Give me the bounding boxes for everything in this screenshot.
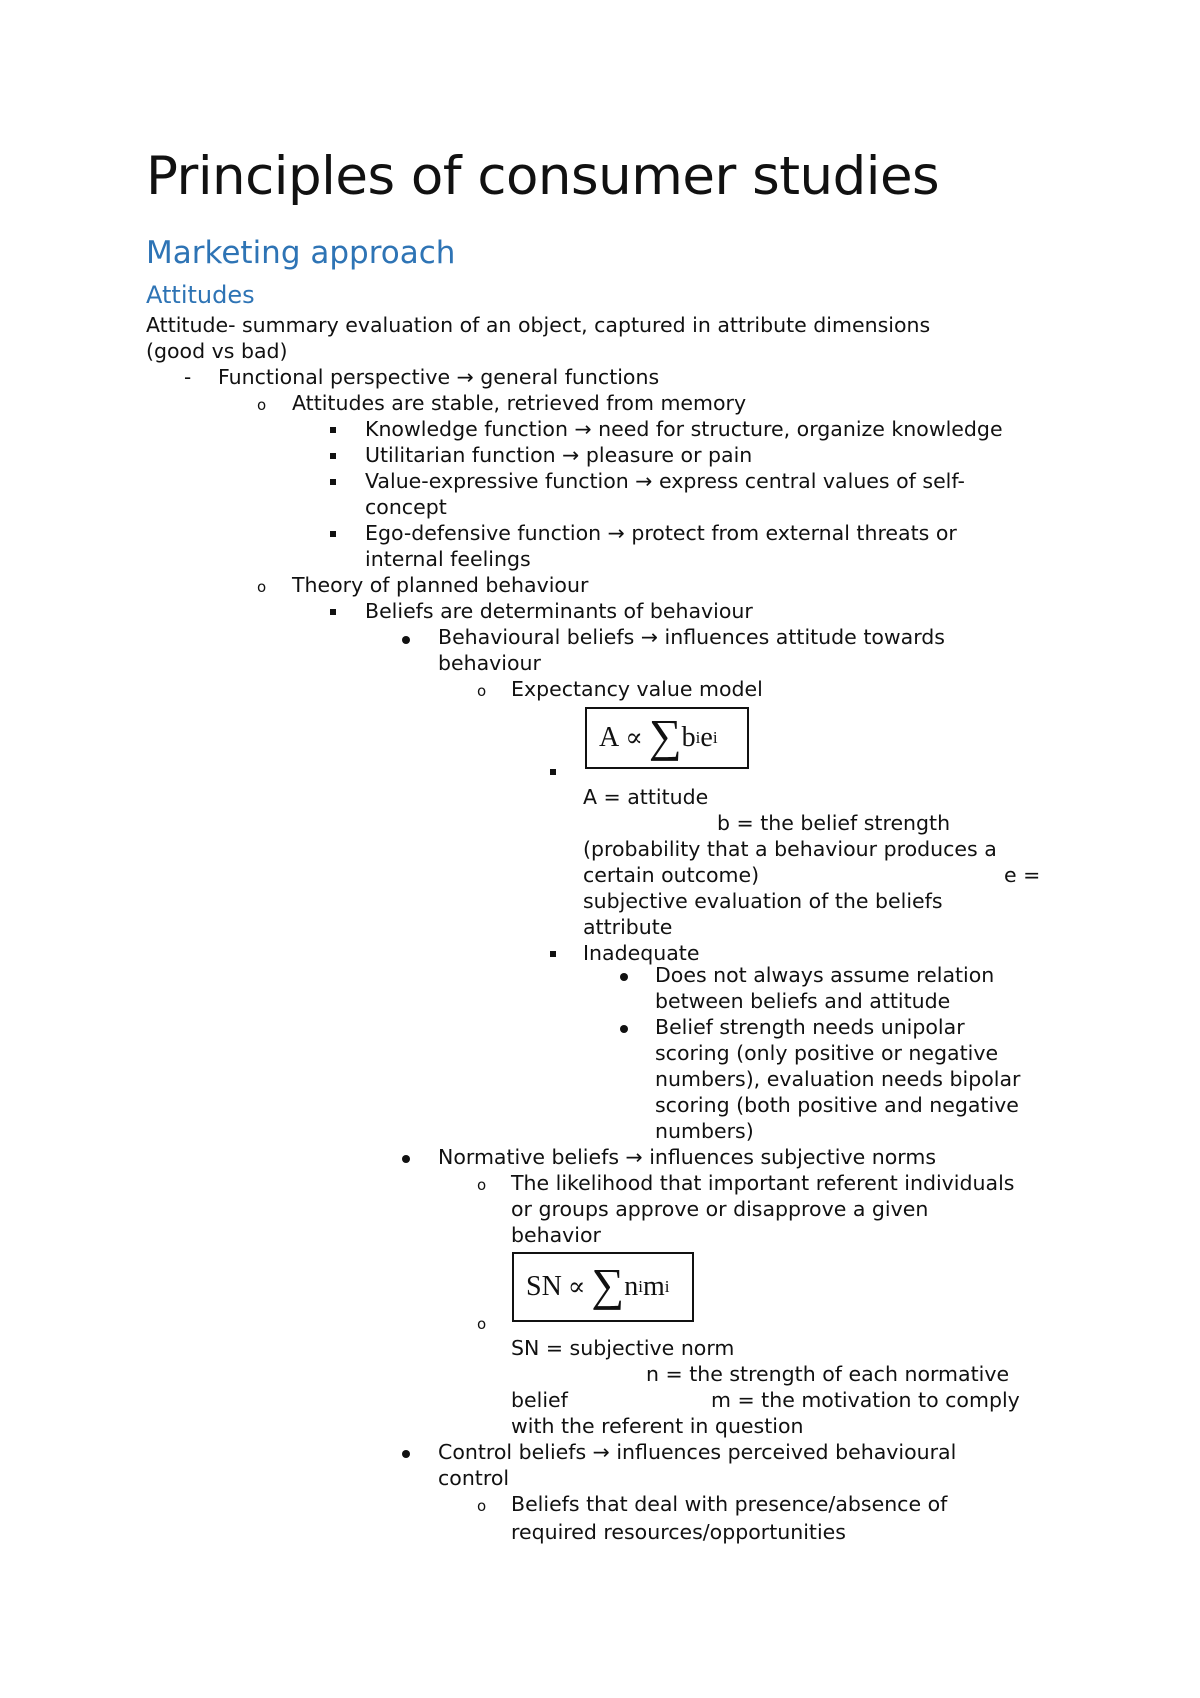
a-desc-e: e =	[1004, 863, 1041, 887]
functional-perspective: Functional perspective → general functions	[218, 365, 660, 389]
formula-sub: i	[712, 728, 718, 747]
intro-line-1: Attitude- summary evaluation of an object, captured in attribute dimensions	[146, 313, 931, 337]
round-bullet	[620, 973, 628, 981]
control-beliefs-cont: control	[438, 1466, 510, 1490]
value-expressive-cont: concept	[365, 495, 447, 519]
expectancy-value-model: Expectancy value model	[511, 677, 763, 701]
formula-sub: i	[664, 1277, 670, 1296]
round-bullet	[402, 1155, 410, 1163]
inadequate-item-2-cont4: numbers)	[655, 1119, 754, 1143]
knowledge-function: Knowledge function → need for structure, organize knowledge	[365, 417, 1003, 441]
square-bullet	[330, 531, 336, 537]
circle-bullet: o	[257, 396, 267, 414]
attitudes-stable: Attitudes are stable, retrieved from memory	[292, 391, 747, 415]
page-title: Principles of consumer studies	[146, 146, 940, 207]
circle-bullet: o	[257, 578, 267, 596]
circle-bullet: o	[477, 1176, 487, 1194]
inadequate-item-2-cont3: scoring (both positive and negative	[655, 1093, 1019, 1117]
ego-defensive-function: Ego-defensive function → protect from external threats or	[365, 521, 957, 545]
behavioural-beliefs-cont: behaviour	[438, 651, 541, 675]
control-desc-1: Beliefs that deal with presence/absence of	[511, 1492, 948, 1516]
inadequate-item-2: Belief strength needs unipolar	[655, 1015, 965, 1039]
inadequate-item-1: Does not always assume relation	[655, 963, 995, 987]
a-desc-subjective: subjective evaluation of the beliefs	[583, 889, 943, 913]
tpb-heading: Theory of planned behaviour	[292, 573, 589, 597]
formula-sum: ∑	[591, 1259, 625, 1310]
formula-lhs: SN	[526, 1271, 562, 1302]
subsection-heading: Attitudes	[146, 281, 255, 309]
formula-proportional: ∝	[567, 1272, 586, 1301]
formula-lhs: A	[599, 722, 620, 753]
a-desc-belief-strength: b = the belief strength	[717, 811, 951, 835]
square-bullet	[330, 427, 336, 433]
formula-sum: ∑	[648, 710, 682, 761]
attitude-formula	[585, 707, 749, 769]
utilitarian-function: Utilitarian function → pleasure or pain	[365, 443, 753, 467]
formula-var-m: m	[642, 1271, 665, 1302]
formula-proportional: ∝	[625, 723, 643, 752]
sn-desc-belief: belief	[511, 1388, 568, 1412]
round-bullet	[402, 1450, 410, 1458]
normative-desc-3: behavior	[511, 1223, 601, 1247]
circle-bullet: o	[477, 1497, 487, 1515]
section-heading: Marketing approach	[146, 235, 456, 271]
inadequate-item-1-cont: between beliefs and attitude	[655, 989, 951, 1013]
beliefs-determinants: Beliefs are determinants of behaviour	[365, 599, 753, 623]
square-bullet	[330, 479, 336, 485]
square-bullet	[330, 609, 336, 615]
square-bullet	[550, 769, 556, 775]
inadequate-item-2-cont2: numbers), evaluation needs bipolar	[655, 1067, 1021, 1091]
intro-line-2: (good vs bad)	[146, 339, 288, 363]
dash-marker: -	[184, 365, 192, 389]
control-beliefs: Control beliefs → influences perceived behavioural	[438, 1440, 957, 1464]
a-desc-outcome: certain outcome)	[583, 863, 760, 887]
control-desc-2: required resources/opportunities	[511, 1520, 846, 1544]
a-desc-attribute: attribute	[583, 915, 673, 939]
normative-desc-2: or groups approve or disapprove a given	[511, 1197, 929, 1221]
square-bullet	[330, 453, 336, 459]
a-desc-probability: (probability that a behaviour produces a	[583, 837, 997, 861]
subjective-norm-formula	[512, 1252, 694, 1322]
a-desc-attitude: A = attitude	[583, 785, 709, 809]
circle-bullet: o	[477, 682, 487, 700]
sn-desc-n: n = the strength of each normative	[646, 1362, 1010, 1386]
normative-beliefs: Normative beliefs → influences subjective norms	[438, 1145, 936, 1169]
formula-sub: i	[638, 1277, 643, 1296]
formula-sub: i	[695, 728, 701, 747]
formula-var-b: b	[681, 722, 696, 753]
sn-desc-norm: SN = subjective norm	[511, 1336, 735, 1360]
value-expressive-function: Value-expressive function → express central values of self-	[365, 469, 965, 493]
round-bullet	[620, 1025, 628, 1033]
circle-bullet: o	[477, 1315, 487, 1333]
sn-desc-referent: with the referent in question	[511, 1414, 804, 1438]
behavioural-beliefs: Behavioural beliefs → influences attitude towards	[438, 625, 945, 649]
round-bullet	[402, 636, 410, 644]
inadequate: Inadequate	[583, 941, 700, 965]
formula-var-e: e	[700, 722, 713, 753]
inadequate-item-2-cont1: scoring (only positive or negative	[655, 1041, 999, 1065]
square-bullet	[550, 951, 556, 957]
sn-desc-m: m = the motivation to comply	[711, 1388, 1020, 1412]
normative-desc-1: The likelihood that important referent individuals	[511, 1171, 1015, 1195]
formula-var-n: n	[624, 1271, 639, 1302]
ego-defensive-cont: internal feelings	[365, 547, 531, 571]
